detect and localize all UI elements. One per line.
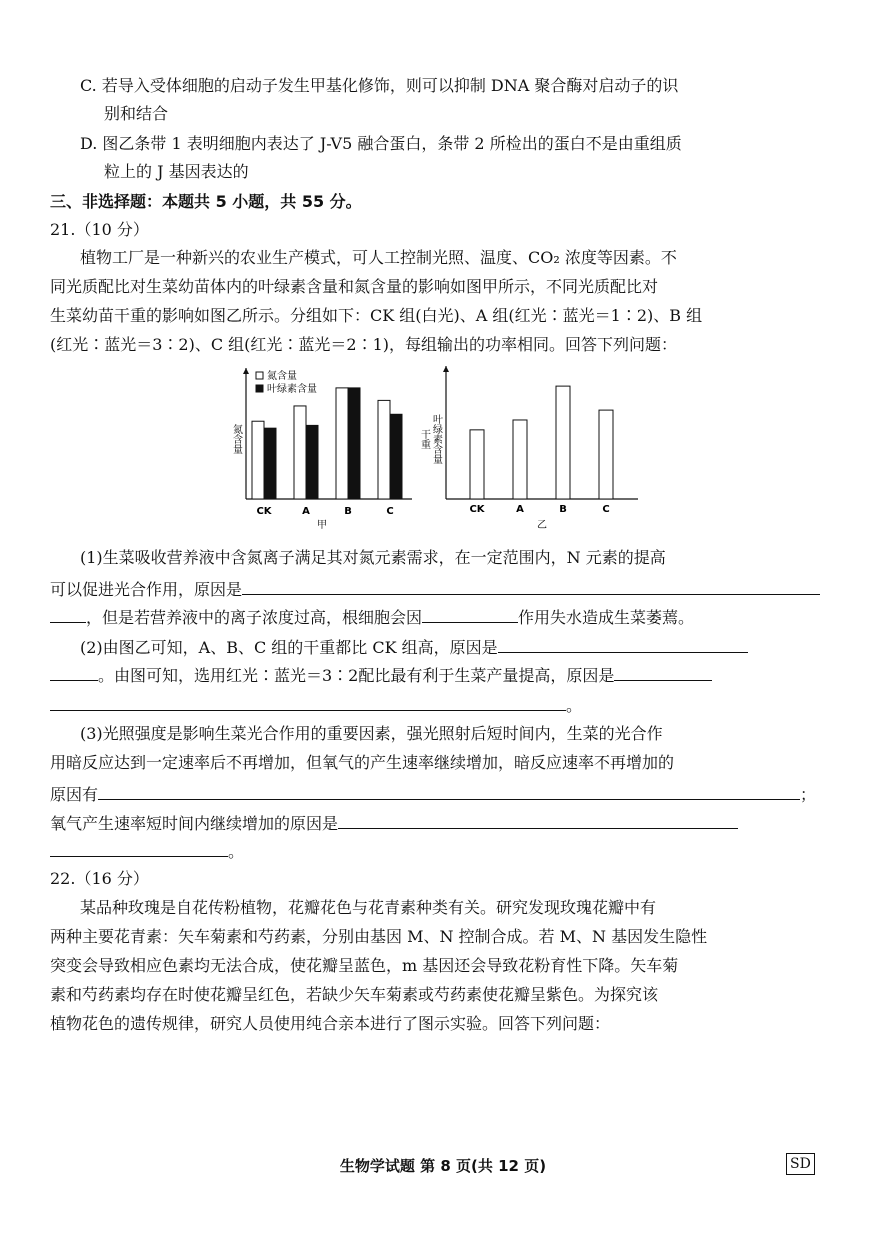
bar (513, 420, 527, 499)
q21-sub2-line2 (50, 662, 820, 688)
answer-blank[interactable] (50, 662, 98, 681)
q21-sub2-line1 (80, 634, 850, 660)
y-axis-arrow (243, 368, 249, 374)
answer-blank[interactable] (498, 634, 748, 653)
q21-sub3-line2: 用暗反应达到一定速率后不再增加，但氧气的产生速率继续增加，暗反应速率不再增加的 (50, 753, 675, 772)
bar (264, 428, 276, 499)
chart-yi (410, 362, 642, 536)
q21-paragraph-2: 同光质配比对生菜幼苗体内的叶绿素含量和氮含量的影响如图甲所示，不同光质配比对 (50, 277, 659, 296)
bar (390, 414, 402, 499)
answer-blank[interactable] (422, 604, 518, 623)
option-c-line2: 别和结合 (104, 104, 169, 123)
q21-paragraph-4: (红光∶蓝光＝3∶2)、C 组(红光∶蓝光＝2∶1)，每组输出的功率相同。回答下列问题： (50, 335, 678, 354)
q21-sub1-text-b: ，但是若营养液中的离子浓度过高，根细胞会因 (86, 608, 423, 627)
q21-sub2-end: 。 (566, 696, 583, 715)
answer-blank[interactable] (50, 692, 566, 711)
answer-blank[interactable] (242, 576, 820, 595)
x-tick-label: C (602, 504, 610, 515)
legend-label: 氮含量 (267, 371, 297, 382)
x-tick-label: CK (256, 506, 272, 517)
answer-blank[interactable] (50, 838, 228, 857)
q21-heading: 21.（10 分） (50, 220, 149, 239)
q21-sub3-text: 原因有 (50, 785, 99, 804)
option-d-line1: D. 图乙条带 1 表明细胞内表达了 J-V5 融合蛋白，条带 2 所检出的蛋白不是由重组质 (80, 134, 682, 153)
q21-sub3-text-b: 氧气产生速率短时间内继续增加的原因是 (50, 814, 339, 833)
q21-sub3-end: 。 (228, 842, 245, 861)
bar (378, 400, 390, 499)
q21-sub2-text: (2)由图乙可知，A、B、C 组的干重都比 CK 组高，原因是 (80, 638, 498, 657)
x-tick-label: A (516, 504, 524, 515)
chart-yi-svg (410, 362, 642, 532)
q21-sub3-line5 (50, 838, 820, 864)
y-axis-arrow (443, 366, 449, 372)
option-d-line2: 粒上的 J 基因表达的 (104, 162, 249, 181)
answer-blank[interactable] (50, 604, 86, 623)
q21-paragraph-3: 生菜幼苗干重的影响如图乙所示。分组如下：CK 组(白光)、A 组(红光∶蓝光＝1∶2)、B 组 (50, 306, 703, 325)
x-tick-label: C (386, 506, 394, 517)
q21-sub2-line3 (50, 692, 820, 718)
q22-paragraph-4: 素和芍药素均存在时使花瓣呈红色，若缺少矢车菊素或芍药素使花瓣呈紫色。为探究该 (50, 985, 659, 1004)
bar (336, 388, 348, 499)
q21-sub3-line1: (3)光照强度是影响生菜光合作用的重要因素，强光照射后短时间内，生菜的光合作 (80, 724, 663, 743)
y-axis-label: 干重 (418, 429, 430, 449)
chart-jia (222, 362, 422, 536)
q21-sub3-line4 (50, 810, 820, 836)
q21-paragraph-1: 植物工厂是一种新兴的农业生产模式，可人工控制光照、温度、CO₂ 浓度等因素。不 (80, 248, 677, 267)
bar (306, 425, 318, 499)
sd-badge: SD (786, 1153, 815, 1175)
q21-sub1-text: 可以促进光合作用，原因是 (50, 580, 243, 599)
q21-sub2-text-b: 。由图可知，选用红光∶蓝光＝3∶2配比最有利于生菜产量提高，原因是 (98, 666, 615, 685)
y-axis-label: 氮含量 (230, 424, 242, 454)
q21-sub3-line3 (50, 781, 820, 807)
option-c-line1: C. 若导入受体细胞的启动子发生甲基化修饰，则可以抑制 DNA 聚合酶对启动子的识 (80, 76, 679, 95)
q22-paragraph-5: 植物花色的遗传规律，研究人员使用纯合亲本进行了图示实验。回答下列问题： (50, 1014, 611, 1033)
page-footer: 生物学试题 第 8 页(共 12 页) (339, 1157, 547, 1175)
q22-heading: 22.（16 分） (50, 869, 149, 888)
bar (470, 430, 484, 499)
q22-paragraph-2: 两种主要花青素：矢车菊素和芍药素，分别由基因 M、N 控制合成。若 M、N 基因发生隐性 (50, 927, 708, 946)
chart-caption: 乙 (537, 520, 547, 531)
q21-sub1-line1: (1)生菜吸收营养液中含氮离子满足其对氮元素需求，在一定范围内，N 元素的提高 (80, 548, 666, 567)
q21-sub3-semicolon: ； (800, 785, 817, 804)
q21-sub1-line2 (50, 576, 820, 602)
legend-label: 叶绿素含量 (267, 384, 317, 395)
bar (252, 421, 264, 499)
bar (294, 406, 306, 499)
x-tick-label: B (344, 506, 352, 517)
q22-paragraph-3: 突变会导致相应色素均无法合成，使花瓣呈蓝色，m 基因还会导致花粉育性下降。矢车菊 (50, 956, 679, 975)
bar (348, 388, 360, 499)
x-tick-label: CK (469, 504, 485, 515)
answer-blank[interactable] (338, 810, 738, 829)
q21-sub1-line3 (50, 604, 820, 630)
bar (556, 386, 570, 499)
q21-sub1-text-c: 作用失水造成生菜萎蔫。 (518, 608, 695, 627)
answer-blank[interactable] (98, 781, 800, 800)
x-tick-label: B (559, 504, 567, 515)
answer-blank[interactable] (614, 662, 712, 681)
section-heading: 三、非选择题：本题共 5 小题，共 55 分。 (50, 192, 362, 211)
chart-caption: 甲 (317, 520, 327, 531)
x-tick-label: A (302, 506, 310, 517)
legend-swatch (256, 385, 263, 392)
y-axis-label: 叶绿素含量 (430, 414, 442, 464)
bar (599, 410, 613, 499)
q22-paragraph-1: 某品种玫瑰是自花传粉植物，花瓣花色与花青素种类有关。研究发现玫瑰花瓣中有 (80, 898, 657, 917)
chart-jia-svg (222, 362, 422, 532)
legend-swatch (256, 372, 263, 379)
